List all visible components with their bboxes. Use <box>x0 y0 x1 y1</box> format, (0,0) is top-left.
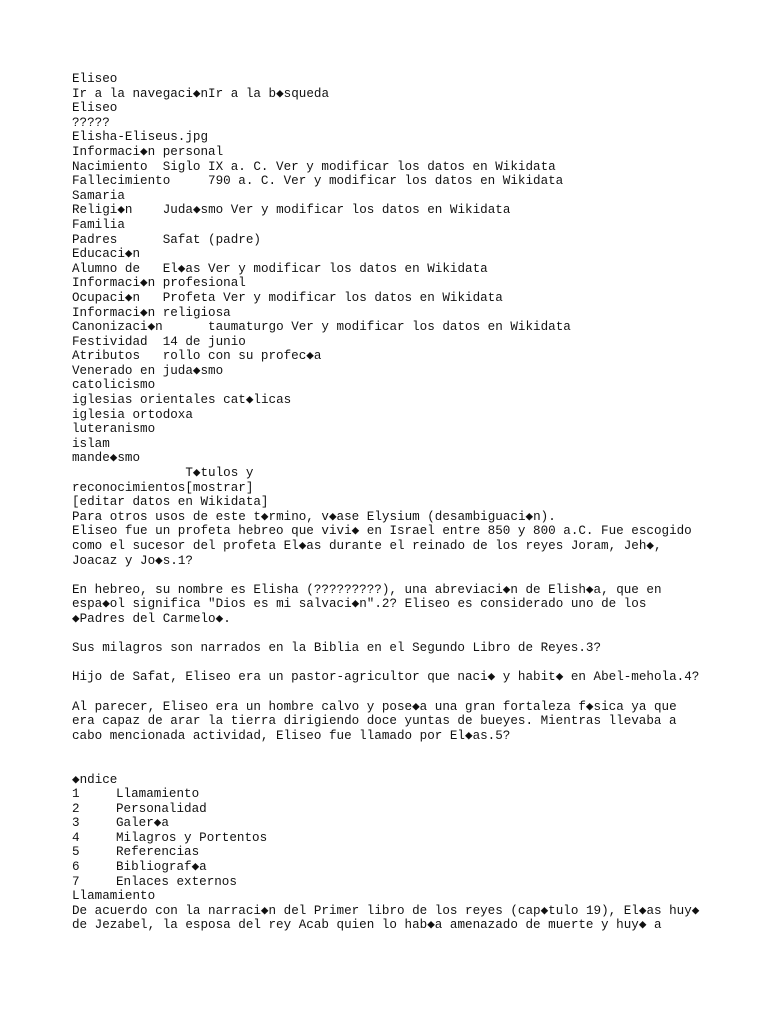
toc-item[interactable] <box>72 787 732 802</box>
infobox-image-filename[interactable]: Elisha-Eliseus.jpg <box>72 130 209 145</box>
section-line: de Jezabel, la esposa del rey Acab quien lo hab◆a amenazado de muerte y huy◆ a <box>72 918 662 933</box>
hebrew-line: espa◆ol significa "Dios es mi salvaci◆n".2? Eliseo es considerado uno de los <box>72 597 647 612</box>
toc-item-label[interactable]: Llamamiento <box>116 787 200 802</box>
toc-item-number: 3 <box>72 816 80 831</box>
infobox-line: Ocupaci◆n Profeta Ver y modificar los datos en Wikidata <box>72 290 503 305</box>
infobox-line: iglesias orientales cat◆licas <box>72 393 292 408</box>
toc-title: ◆ndice <box>72 772 118 787</box>
page-title: Eliseo <box>72 72 118 86</box>
toc-item-label[interactable]: Personalidad <box>116 801 207 816</box>
infobox-line: T◆tulos y <box>72 466 254 481</box>
spacer <box>72 758 732 773</box>
spacer <box>72 568 732 583</box>
infobox-line: Informaci◆n religiosa <box>72 305 231 320</box>
toc-item-label[interactable]: Galer◆a <box>116 816 169 831</box>
disambiguation-note: Para otros usos de este t◆rmino, v◆ase Elysium (desambiguaci◆n). <box>72 509 556 524</box>
son-of-paragraph: Hijo de Safat, Eliseo era un pastor-agricultor que naci◆ y habit◆ en Abel-mehola.4? <box>72 670 700 685</box>
edit-wikidata-link[interactable]: [editar datos en Wikidata] <box>72 495 269 510</box>
infobox-line: Atributos rollo con su profec◆a <box>72 349 322 364</box>
spacer <box>72 656 732 671</box>
toc-item[interactable] <box>72 802 732 817</box>
hebrew-line: ◆Padres del Carmelo◆. <box>72 611 231 626</box>
infobox-line: Festividad 14 de junio <box>72 334 246 349</box>
infobox-line: Padres Safat (padre) <box>72 232 261 247</box>
toc-item-label[interactable]: Milagros y Portentos <box>116 830 268 845</box>
toc-item[interactable] <box>72 860 732 875</box>
spacer <box>72 627 732 642</box>
toc-item-label[interactable]: Enlaces externos <box>116 874 237 889</box>
section-line: De acuerdo con la narraci◆n del Primer libro de los reyes (cap◆tulo 19), El◆as huy◆ <box>72 903 700 918</box>
infobox-line: Alumno de El◆as Ver y modificar los datos en Wikidata <box>72 261 488 276</box>
toc-item[interactable] <box>72 831 732 846</box>
intro-line: Joacaz y Jo◆s.1? <box>72 553 193 568</box>
infobox-line: Samaria <box>72 188 125 203</box>
toc-item-number: 2 <box>72 801 80 816</box>
infobox-line: islam <box>72 436 110 451</box>
miracles-paragraph: Sus milagros son narrados en la Biblia en el Segundo Libro de Reyes.3? <box>72 641 602 656</box>
section-heading: Llamamiento <box>72 889 156 904</box>
infobox-line: Religi◆n Juda◆smo Ver y modificar los datos en Wikidata <box>72 203 511 218</box>
toc-item-number: 4 <box>72 830 80 845</box>
toc-item[interactable] <box>72 816 732 831</box>
appearance-line: cabo mencionada actividad, Eliseo fue llamado por El◆as.5? <box>72 728 511 743</box>
infobox-line: Fallecimiento 790 a. C. Ver y modificar los datos en Wikidata <box>72 174 564 189</box>
toc-item-number: 5 <box>72 845 80 860</box>
spacer <box>72 685 732 700</box>
infobox-line: Educaci◆n <box>72 247 141 262</box>
hebrew-line: En hebreo, su nombre es Elisha (?????????), una abreviaci◆n de Elish◆a, que en <box>72 582 662 597</box>
infobox-line: Venerado en juda◆smo <box>72 363 224 378</box>
toc-item-label[interactable]: Referencias <box>116 845 200 860</box>
infobox-native-name: ????? <box>72 115 110 130</box>
toc-item-number: 6 <box>72 860 80 875</box>
intro-line: Eliseo fue un profeta hebreo que vivi◆ en Israel entre 850 y 800 a.C. Fue escogido <box>72 524 692 539</box>
appearance-line: era capaz de arar la tierra dirigiendo doce yuntas de bueyes. Mientras llevaba a <box>72 714 677 729</box>
infobox-line: mande◆smo <box>72 451 141 466</box>
toc-item[interactable] <box>72 875 732 890</box>
appearance-line: Al parecer, Eliseo era un hombre calvo y pose◆a una gran fortaleza f◆sica ya que <box>72 699 677 714</box>
infobox-line: Nacimiento Siglo IX a. C. Ver y modificar los datos en Wikidata <box>72 159 556 174</box>
infobox-line: Informaci◆n personal <box>72 144 224 159</box>
toc-item-label[interactable]: Bibliograf◆a <box>116 860 207 875</box>
infobox-line: Canonizaci◆n taumaturgo Ver y modificar los datos en Wikidata <box>72 320 571 335</box>
infobox-title: Eliseo <box>72 101 118 116</box>
infobox-line: Familia <box>72 217 125 232</box>
infobox-line: iglesia ortodoxa <box>72 407 193 422</box>
intro-line: como el sucesor del profeta El◆as durante el reinado de los reyes Joram, Jeh◆, <box>72 539 662 553</box>
infobox-show-toggle[interactable]: reconocimientos[mostrar] <box>72 480 254 495</box>
document-page <box>72 72 732 933</box>
toc-item-number: 1 <box>72 787 80 802</box>
toc-item[interactable] <box>72 845 732 860</box>
infobox-line: luteranismo <box>72 422 156 437</box>
toc-item-number: 7 <box>72 874 80 889</box>
nav-links[interactable]: Ir a la navegaci◆nIr a la b◆squeda <box>72 86 330 101</box>
spacer <box>72 743 732 758</box>
infobox-line: Informaci◆n profesional <box>72 276 246 291</box>
infobox-line: catolicismo <box>72 378 156 393</box>
